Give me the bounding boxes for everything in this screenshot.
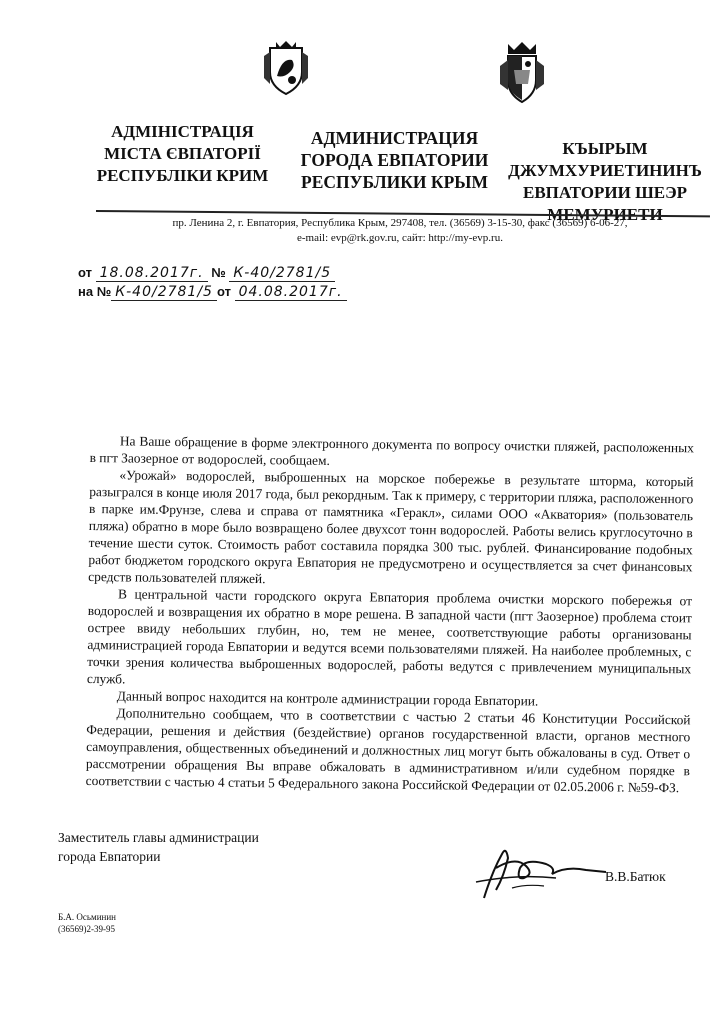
handwritten-signature: [456, 838, 616, 902]
on-number-label: на №: [78, 284, 112, 299]
incoming-number: К-40/2781/5: [111, 284, 217, 301]
outgoing-date: 18.08.2017г.: [96, 265, 208, 282]
crimea-coat-of-arms-icon: [262, 38, 310, 98]
signer-title: [58, 828, 259, 866]
outgoing-reference: [78, 265, 335, 281]
header-ua-line: МІСТА ЄВПАТОРІЇ: [104, 144, 261, 163]
on-from-label: от: [216, 284, 231, 299]
letter-body: [86, 432, 694, 796]
header-cr-line: ДЖУМХУРИЕТИНИНЪ: [508, 161, 702, 180]
header-ru-line: РЕСПУБЛИКИ КРЫМ: [301, 172, 488, 192]
letterhead-address: [130, 216, 670, 246]
body-paragraph: Данный вопрос находится на контроле администрации города Евпатории.: [116, 688, 539, 709]
executor-phone: (36569)2-39-95: [58, 924, 115, 934]
contact-line: e-mail: evp@rk.gov.ru, сайт: http://my-evp.ru.: [297, 232, 503, 244]
body-paragraph: Дополнительно сообщаем, что в соответствии с частью 2 статьи 46 Конституции Российской Федерации, решения и действия (бездействие) органов государственной власти, органов местного самоуправления, общественных объединений и должностных лиц могут быть обжалованы в суд. Ответ о рассмотрении обращения Вы вправе обжаловать в административном и/или судебном порядке в соответствии с частью 4 статьи 5 Федерального закона Российской Федерации от 02.05.2006 г. №59-ФЗ.: [85, 705, 691, 796]
header-russian: [292, 127, 497, 193]
executor-info: [58, 911, 116, 935]
number-label: №: [211, 265, 226, 280]
header-cr-line: ЕВПАТОРИИ ШЕЭР: [522, 183, 688, 202]
header-ru-line: ГОРОДА ЕВПАТОРИИ: [300, 150, 489, 170]
evpatoria-coat-of-arms-icon: [498, 40, 546, 106]
header-ua-line: РЕСПУБЛІКИ КРИМ: [96, 166, 269, 185]
header-ukrainian: [90, 121, 275, 187]
header-cr-line: МЕМУРИЕТИ: [547, 205, 663, 224]
from-label: от: [78, 265, 92, 280]
signer-name: В.В.Батюк: [605, 869, 666, 884]
outgoing-number: К-40/2781/5: [229, 265, 335, 282]
header-cr-line: КЪЫРЫМ: [562, 139, 648, 158]
body-paragraph: На Ваше обращение в форме электронного документа по вопросу очистки пляжей, расположенных в пгт Заозерное от водорослей, сообщаем.: [89, 433, 694, 468]
signer-title-line: города Евпатории: [58, 849, 161, 864]
incoming-reference: [78, 284, 347, 300]
signer-title-line: Заместитель главы администрации: [58, 830, 259, 845]
address-line: пр. Ленина 2, г. Евпатория, Республика Крым, 297408, тел. (36569) 3-15-30, факс (36569) 6-06-27,: [172, 217, 628, 229]
header-ru-line: АДМИНИСТРАЦИЯ: [310, 128, 479, 148]
body-paragraph: В центральной части городского округа Евпатория проблема очистки морского побережья от водорослей и возвращения их обратно в море решена. В западной части (пгт Заозерное) проблема стоит острее ввиду небольших глубин, но, тем не менее, соответствующие работы организованы администрацией города Евпатории и ведутся всеми пользователями пляжей. На наиболее проблемных, с точки зрения количества выброшенных водорослей, работы ведутся с привлечением муниципальных служб.: [86, 586, 693, 687]
body-paragraph: «Урожай» водорослей, выброшенных на морское побережье в результате шторма, который разыгрался в конце июля 2017 года, был рекордным. Так к примеру, с территории пляжа, расположенного в парке им.Фрунзе, слева и справа от памятника «Геракл», силами ООО «Акватория» (пользователь пляжа) обратно в море было возвращено более двухсот тонн водорослей. Работы велись круглосуточно в течение шести суток. Стоимость работ составила порядка 300 тыс. рублей. Финансирование подобных работ бюджетом городского округа Евпатория не предусмотрено и осуществляется за счет финансовых средств пользователей пляжей.: [88, 467, 694, 587]
executor-name: Б.А. Осьминин: [58, 912, 116, 922]
header-ua-line: АДМІНІСТРАЦІЯ: [111, 122, 254, 141]
incoming-date: 04.08.2017г.: [235, 284, 347, 301]
